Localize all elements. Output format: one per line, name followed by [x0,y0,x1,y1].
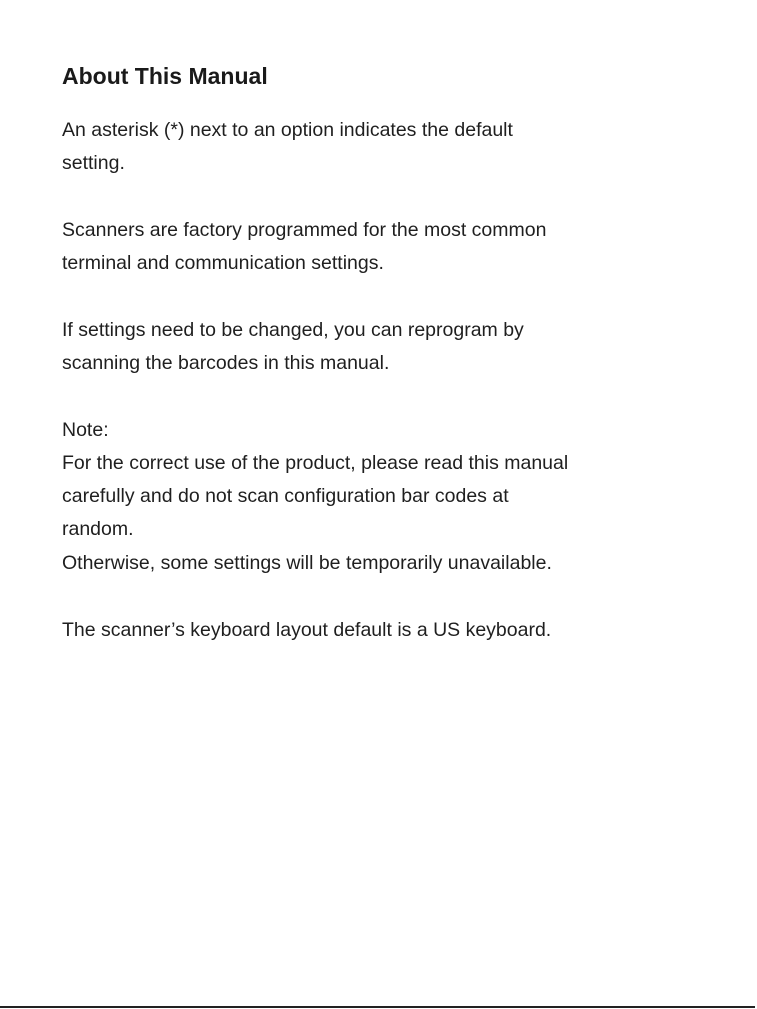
factory-paragraph-line-1: Scanners are factory programmed for the most common [62,219,547,241]
note-line-2: carefully and do not scan configuration bar codes at [62,485,509,507]
page-bottom-rule [0,1006,755,1008]
keyboard-layout-paragraph: The scanner’s keyboard layout default is a US keyboard. [62,619,552,641]
note-line-1: For the correct use of the product, please read this manual [62,452,569,474]
note-line-4: Otherwise, some settings will be temporarily unavailable. [62,552,552,574]
note-line-3: random. [62,518,134,540]
factory-paragraph-line-2: terminal and communication settings. [62,252,384,274]
reprogram-paragraph-line-2: scanning the barcodes in this manual. [62,352,390,374]
reprogram-paragraph-line-1: If settings need to be changed, you can reprogram by [62,319,524,341]
note-label: Note: [62,419,109,441]
page-title: About This Manual [62,63,268,89]
asterisk-paragraph-line-1: An asterisk (*) next to an option indicates the default [62,119,513,141]
asterisk-paragraph-line-2: setting. [62,152,125,174]
